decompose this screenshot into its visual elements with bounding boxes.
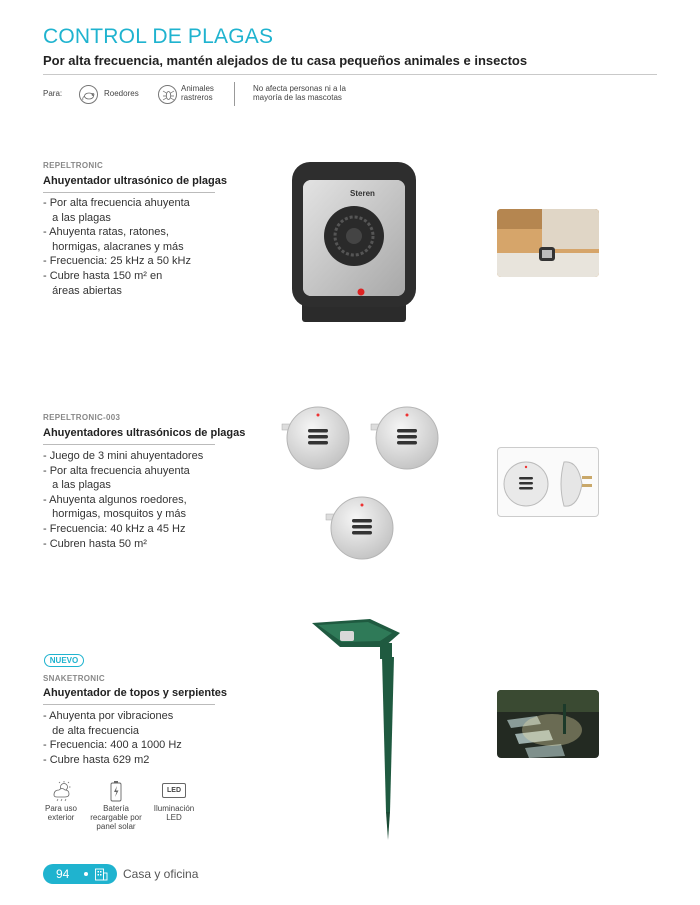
new-badge: NUEVO: [44, 654, 84, 667]
thumbnail-repeltronic-003-detail: [497, 447, 599, 517]
product-sku: SNAKETRONIC: [43, 674, 105, 683]
product-bullets: - Por alta frecuencia ahuyenta a las plagas - Ahuyenta ratas, ratones, hormigas, alacranes y más - Frecuencia: 25 kHz a 50 kHz - Cubre hasta 150 m² en áreas abiertas: [43, 197, 191, 297]
outdoor-weather-icon: [50, 780, 74, 802]
product-sku: REPELTRONIC-003: [43, 413, 121, 422]
feature-note: No afecta personas ni a la mayoría de las mascotas: [253, 84, 346, 102]
product-bullets: - Juego de 3 mini ahuyentadores - Por alta frecuencia ahuyenta a las plagas - Ahuyenta algunos roedores, hormigas, mosquitos y más - Frecuencia: 40 kHz a 45 Hz - Cubren hasta 50 m²: [43, 450, 204, 550]
led-icon: LED: [162, 783, 186, 798]
footer-dot: [84, 872, 88, 876]
home-office-icon: [94, 866, 108, 882]
page-number: 94: [56, 867, 70, 881]
battery-icon: [109, 780, 123, 802]
crawling-animal-icon: [158, 85, 177, 104]
header-divider: [43, 74, 657, 75]
product-name: Ahuyentador ultrasónico de plagas: [43, 175, 227, 187]
mini-feature-outdoor-label: Para uso exterior: [44, 804, 78, 822]
feature-label-roedores: Roedores: [104, 89, 139, 98]
section-name: Casa y oficina: [123, 867, 199, 881]
product-name: Ahuyentadores ultrasónicos de plagas: [43, 427, 246, 439]
feature-separator: [234, 82, 235, 106]
feature-label-animales: Animales rastreros: [181, 84, 214, 102]
page-title: CONTROL DE PLAGAS: [43, 25, 274, 48]
product-image-repeltronic: [292, 162, 416, 324]
thumbnail-snaketronic-garden: [497, 690, 599, 758]
product-name: Ahuyentador de topos y serpientes: [43, 687, 227, 699]
product-divider: [43, 704, 215, 705]
product-divider: [43, 444, 215, 445]
product-image-snaketronic: [310, 617, 402, 842]
mini-feature-led-label: Iluminación LED: [153, 804, 195, 822]
product-divider: [43, 192, 215, 193]
para-label: Para:: [43, 89, 63, 98]
page-subtitle: Por alta frecuencia, mantén alejados de tu casa pequeños animales e insectos: [43, 53, 528, 68]
brand-logo: Steren: [350, 189, 375, 198]
mini-feature-battery-label: Batería recargable por panel solar: [90, 804, 142, 831]
thumbnail-repeltronic-usage: [497, 209, 599, 277]
rodent-icon: [79, 85, 98, 104]
product-image-repeltronic-003: [280, 402, 445, 564]
product-bullets: - Ahuyenta por vibraciones de alta frecuencia - Frecuencia: 400 a 1000 Hz - Cubre hasta 629 m2: [43, 710, 182, 766]
product-sku: REPELTRONIC: [43, 161, 104, 170]
